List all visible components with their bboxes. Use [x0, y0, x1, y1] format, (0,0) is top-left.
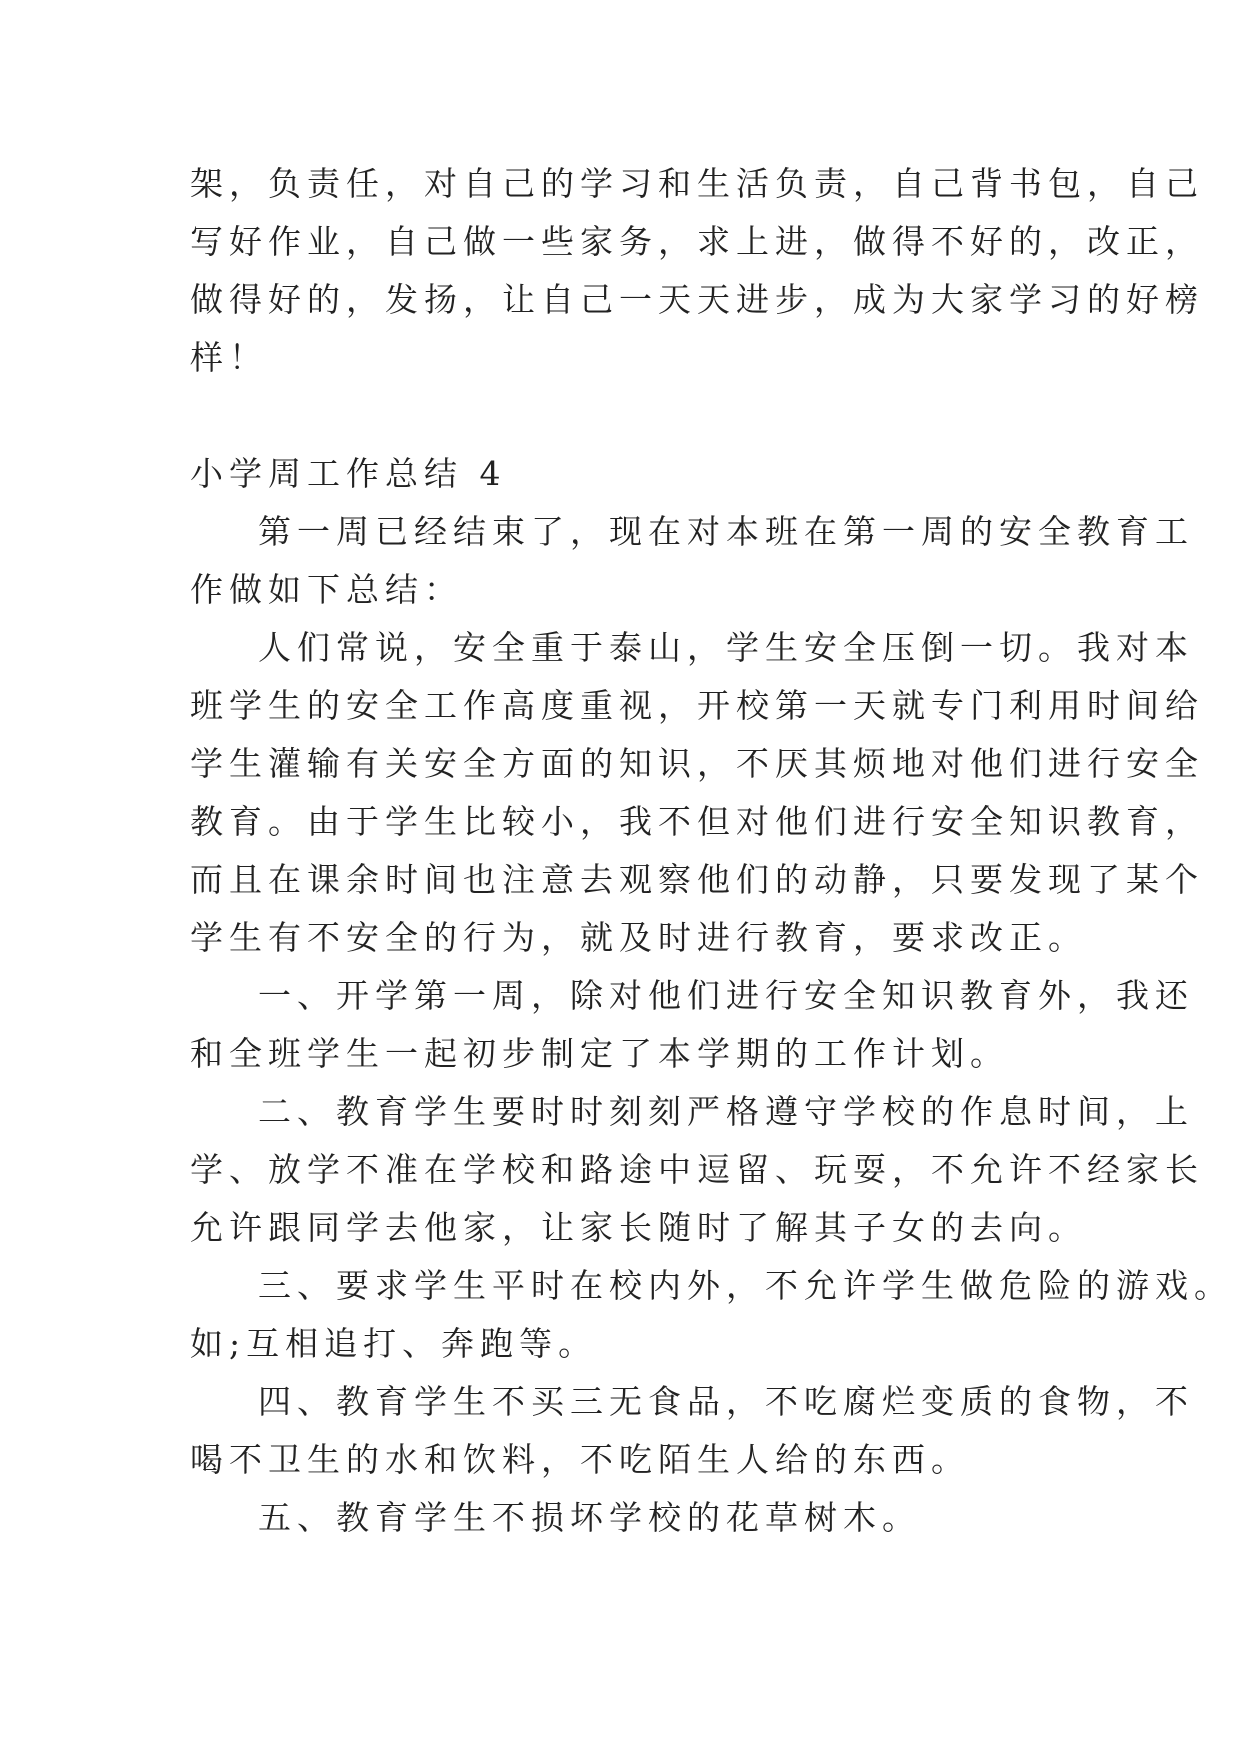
section-spacer [190, 387, 1060, 445]
section-title: 小学周工作总结 4 [190, 454, 507, 493]
text-line: 如;互相追打、奔跑等。 [190, 1324, 598, 1363]
text-line: 做得好的，发扬，让自己一天天进步，成为大家学习的好榜 [190, 280, 1204, 319]
text-line: 作做如下总结： [190, 570, 463, 609]
text-line: 喝不卫生的水和饮料，不吃陌生人给的东西。 [190, 1440, 970, 1479]
text-line: 教育。由于学生比较小，我不但对他们进行安全知识教育， [190, 802, 1204, 841]
document-body [190, 155, 1233, 1547]
text-line: 一、开学第一周，除对他们进行安全知识教育外，我还 [258, 976, 1194, 1015]
text-line: 写好作业，自己做一些家务，求上进，做得不好的，改正， [190, 222, 1204, 261]
text-line: 而且在课余时间也注意去观察他们的动静，只要发现了某个 [190, 860, 1204, 899]
paragraph-item-3 [190, 1257, 1233, 1373]
text-line: 人们常说，安全重于泰山，学生安全压倒一切。我对本 [258, 628, 1194, 667]
text-line: 三、要求学生平时在校内外，不允许学生做危险的游戏。 [258, 1266, 1233, 1305]
text-line: 班学生的安全工作高度重视，开校第一天就专门利用时间给 [190, 686, 1204, 725]
text-line: 五、教育学生不损坏学校的花草树木。 [258, 1498, 921, 1537]
paragraph-item-4 [190, 1373, 1194, 1489]
text-line: 学生有不安全的行为，就及时进行教育，要求改正。 [190, 918, 1087, 957]
text-line: 和全班学生一起初步制定了本学期的工作计划。 [190, 1034, 1009, 1073]
text-line: 架，负责任，对自己的学习和生活负责，自己背书包，自己 [190, 164, 1204, 203]
text-line: 样！ [190, 338, 268, 377]
paragraph-intro [190, 503, 1194, 619]
text-line: 学、放学不准在学校和路途中逗留、玩耍，不允许不经家长 [190, 1150, 1204, 1189]
previous-section-tail [190, 155, 1204, 387]
text-line: 学生灌输有关安全方面的知识，不厌其烦地对他们进行安全 [190, 744, 1204, 783]
text-line: 第一周已经结束了，现在对本班在第一周的安全教育工 [258, 512, 1194, 551]
paragraph-safety [190, 619, 1204, 967]
paragraph-item-1 [190, 967, 1194, 1083]
paragraph-item-5 [190, 1489, 1060, 1547]
paragraph-item-2 [190, 1083, 1204, 1257]
text-line: 二、教育学生要时时刻刻严格遵守学校的作息时间，上 [258, 1092, 1194, 1131]
text-line: 允许跟同学去他家，让家长随时了解其子女的去向。 [190, 1208, 1087, 1247]
text-line: 四、教育学生不买三无食品，不吃腐烂变质的食物，不 [258, 1382, 1194, 1421]
